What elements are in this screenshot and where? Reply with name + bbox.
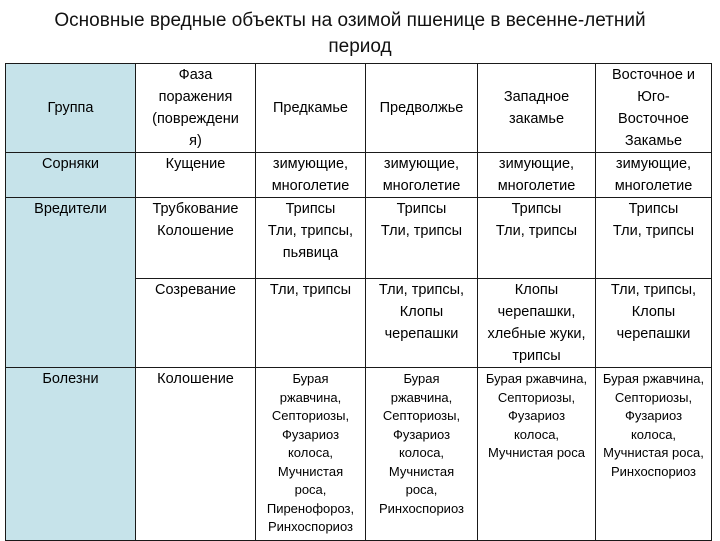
table-row-weeds [6,153,712,198]
cell-pests-b-predkamye: Тли, трипсы [256,279,366,368]
header-predvolzhye: Предволжье [366,64,478,153]
cell-pests-a-predvolzhye: Трипсы Тли, трипсы [366,198,478,279]
title-line-1: Основные вредные объекты на озимой пшенице в весенне-летний [54,10,646,31]
cell-pests-a-predkamye: Трипсы Тли, трипсы, пьявица [256,198,366,279]
cell-diseases-vost: Бурая ржавчина, Септориозы, Фузариоз колоса, Мучнистая роса, Ринхоспориоз [596,368,712,541]
cell-pests-a-zap: Трипсы Тли, трипсы [478,198,596,279]
phase-pests-a: Трубкование Колошение [136,198,256,279]
table-container [5,63,715,541]
phase-weeds: Кущение [136,153,256,198]
cell-weeds-vost: зимующие, многолетие [596,153,712,198]
cell-diseases-zap: Бурая ржавчина, Септориозы, Фузариоз колоса, Мучнистая роса [478,368,596,541]
table-row-diseases [6,368,712,541]
cell-pests-b-predvolzhye: Тли, трипсы, Клопы черепашки [366,279,478,368]
header-row [6,64,712,153]
header-group: Группа [6,64,136,153]
header-predkamye: Предкамье [256,64,366,153]
pests-table [5,63,712,541]
page-title [0,8,720,60]
cell-weeds-predvolzhye: зимующие, многолетие [366,153,478,198]
header-zapadnoe: Западное закамье [478,64,596,153]
cell-diseases-predkamye: Бурая ржавчина, Септориозы, Фузариоз колоса, Мучнистая роса, Пиренофороз, Ринхоспориоз [256,368,366,541]
header-vostochnoe: Восточное и Юго- Восточное Закамье [596,64,712,153]
phase-pests-b: Созревание [136,279,256,368]
group-weeds: Сорняки [6,153,136,198]
table-row-pests-a [6,198,712,279]
group-pests: Вредители [6,198,136,368]
header-phase: Фаза поражения (повреждени я) [136,64,256,153]
cell-weeds-predkamye: зимующие, многолетие [256,153,366,198]
cell-diseases-predvolzhye: Бурая ржавчина, Септориозы, Фузариоз колоса, Мучнистая роса, Ринхоспориоз [366,368,478,541]
cell-pests-b-zap: Клопы черепашки, хлебные жуки, трипсы [478,279,596,368]
group-diseases: Болезни [6,368,136,541]
cell-pests-a-vost: Трипсы Тли, трипсы [596,198,712,279]
cell-weeds-zap: зимующие, многолетие [478,153,596,198]
phase-diseases: Колошение [136,368,256,541]
title-line-2: период [328,36,392,57]
cell-pests-b-vost: Тли, трипсы, Клопы черепашки [596,279,712,368]
